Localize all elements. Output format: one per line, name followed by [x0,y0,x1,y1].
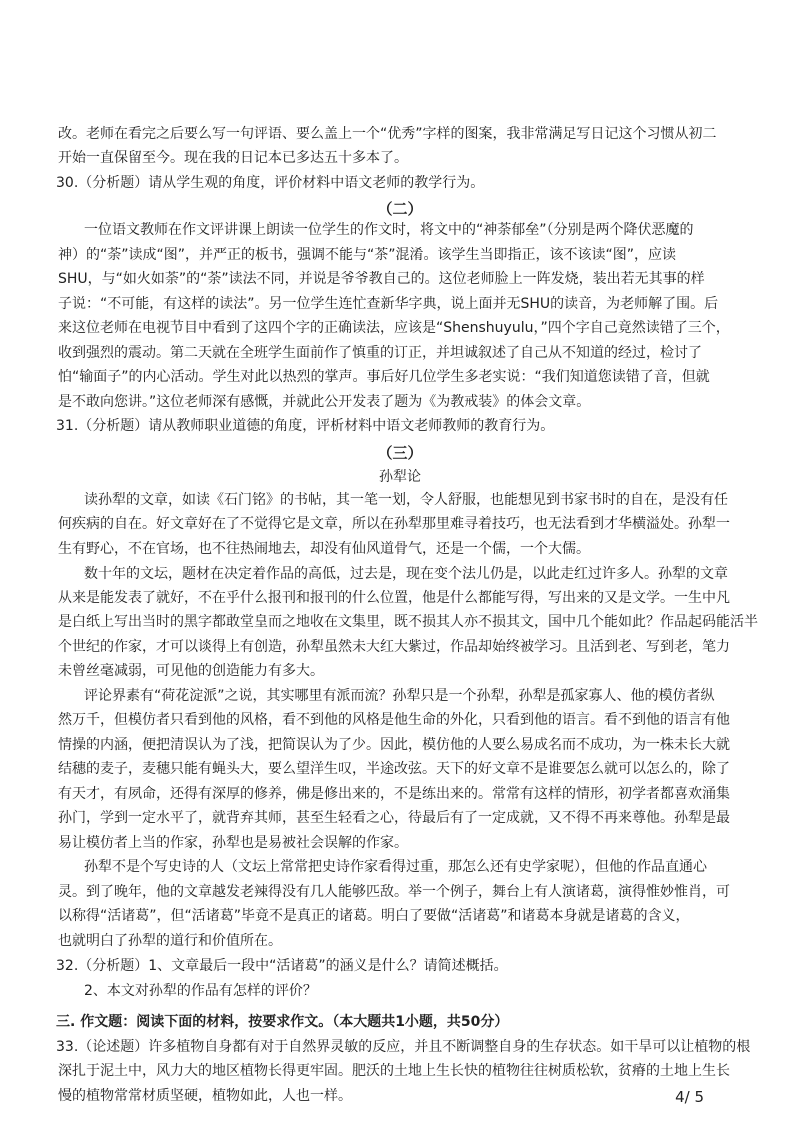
page-number: 4/ 5 [675,1088,704,1106]
question-30: 30.（分析题）请从学生观的角度，评价材料中语文老师的教学行为。 [56,175,485,191]
text-line: 生有野心，不在官场，也不往热闹地去，却没有仙风道骨气，还是一个儒，一个大儒。 [58,541,590,557]
section-heading-3: （三） [377,444,423,462]
text-line: 深扎于泥土中，风力大的地区植物长得更牢固。肥沃的土地上生长快的植物往往树质松软，贫瘠的土地上生长 [58,1063,730,1079]
text-line: 神）的“荼”读成“图”，并严正的板书，强调不能与“茶”混淆。该学生当即指正，该不该读“图”，应读 [58,247,677,263]
text-line: 改。老师在看完之后要么写一句评语、要么盖上一个“优秀”字样的图案，我非常满足写日记这个习惯从初二 [58,126,717,142]
text-line: 孙犁不是个写史诗的人（文坛上常常把史诗作家看得过重，那怎么还有史学家呢），但他的作品直通心 [84,859,707,875]
text-line: 一位语文教师在作文评讲课上朗读一位学生的作文时，将文中的“神荼郁垒”（分别是两个降伏恶魔的 [84,222,694,238]
text-line: 从来是能发表了就好，不在乎什么报刊和报刊的什么位置，他是什么都能写得，写出来的又是文学。一生中凡 [58,590,730,606]
text-line: 然万千，但模仿者只看到他的风格，看不到他的风格是他生命的外化，只看到他的语言。看不到他的语言有他 [58,712,730,728]
text-line: 灵。到了晚年，他的文章越发老辣得没有几人能够匹敌。举一个例子，舞台上有人演诸葛，演得惟妙惟肖，可 [58,884,730,900]
text-line: 评论界素有“荷花淀派”之说，其实哪里有派而流？孙犁只是一个孙犁，孙犁是孤家寡人、他的模仿者纵 [84,688,715,704]
text-line: 未曾丝毫减弱，可见他的创造能力有多大。 [58,663,324,679]
text-line: 个世纪的作家，才可以谈得上有创造，孙犁虽然未大红大紫过，作品却始终被学习。且活到老、写到老，笔力 [58,639,730,655]
text-line: 易让模仿者上当的作家，孙犁也是易被社会误解的作家。 [58,835,408,851]
question-32-sub: 2、本文对孙犁的作品有怎样的评价？ [84,983,317,999]
part-3-heading: 三. 作文题：阅读下面的材料，按要求作文。（本大题共1小题，共50分） [56,1014,509,1030]
text-line: 结穗的麦子，麦穗只能有蝇头大，要么望洋生叹，半途改弦。天下的好文章不是谁要怎么就可以怎么的，除了 [58,761,730,777]
text-line: 数十年的文坛，题材在决定着作品的高低，过去是，现在变个法儿仍是，以此走红过许多人。孙犁的文章 [84,566,728,582]
text-line: 有天才，有夙命，还得有深厚的修养，佛是修出来的，不是练出来的。常常有这样的情形，初学者都喜欢涌集 [58,786,730,802]
text-line: 何疾病的自在。好文章好在了不觉得它是文章，所以在孙犁那里难寻着技巧，也无法看到才华横溢处。孙犁一 [58,516,730,532]
section-heading-2: （二） [377,200,423,218]
text-line: 慢的植物常常材质坚硬，植物如此，人也一样。 [58,1088,352,1104]
article-title: 孙犁论 [379,469,421,485]
text-line: 怕“输面子”的内心活动。学生对此以热烈的掌声。事后好几位学生多老实说：“我们知道您读错了音，但就 [58,369,710,385]
text-line: 收到强烈的震动。第二天就在全班学生面前作了慎重的订正，并坦诚叙述了自己从不知道的经过，检讨了 [58,345,702,361]
text-line: 子说：“不可能，有这样的读法”。另一位学生连忙查新华字典，说上面并无SHU的读音，为老师解了围。后 [58,296,719,312]
text-line: 孙门，学到一定水平了，就背弃其师，甚至生轻看之心，待最后有了一定成就，又不得不再来尊他。孙犁是最 [58,810,730,826]
question-33: 33.（论述题）许多植物自身都有对于自然界灵敏的反应，并且不断调整自身的生存状态。如干旱可以让植物的根 [56,1039,751,1055]
text-line: 是不敢向您讲。”这位老师深有感慨，并就此公开发表了题为《为教戒装》的体会文章。 [58,394,591,410]
text-line: 也就明白了孙犁的道行和价值所在。 [58,933,282,949]
text-line: 来这位老师在电视节目中看到了这四个字的正确读法，应该是“Shenshuyulu，”四个字自己竟然读错了三个， [58,320,730,336]
question-32: 32.（分析题）1、文章最后一段中“活诸葛”的涵义是什么？请简述概括。 [56,958,508,974]
text-line: SHU，与“如火如荼”的“荼”读法不同，并说是爷爷教自己的。这位老师脸上一阵发烧，装出若无其事的样 [58,271,705,287]
question-31: 31.（分析题）请从教师职业道德的角度，评析材料中语文老师教师的教育行为。 [56,418,555,434]
text-line: 情操的内涵，便把清误认为了浅，把简误认为了少。因此，模仿他的人要么易成名而不成功，为一株未长大就 [58,737,730,753]
text-line: 以称得“活诸葛”，但“活诸葛”毕竟不是真正的诸葛。明白了要做“活诸葛”和诸葛本身就是诸葛的含义， [58,908,690,924]
text-line: 是白纸上写出当时的黑字都敢堂皇而之地收在文集里，既不损其人亦不损其文，国中几个能如此？作品起码能活半 [58,614,758,630]
text-line: 读孙犁的文章，如读《石门铭》的书帖，其一笔一划，令人舒服，也能想见到书家书时的自在，是没有任 [84,492,728,508]
text-line: 开始一直保留至今。现在我的日记本已多达五十多本了。 [58,150,408,166]
